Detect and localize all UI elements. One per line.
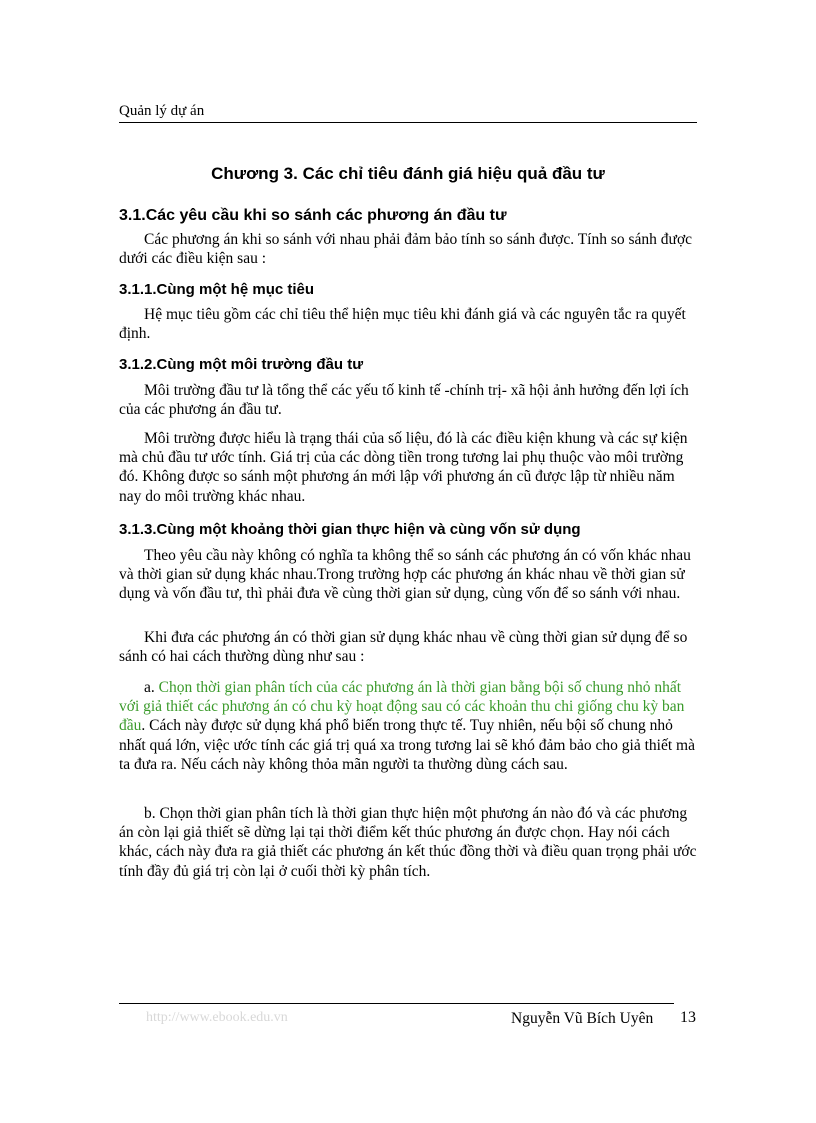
list-item-a-prefix: a.	[144, 679, 159, 696]
chapter-title: Chương 3. Các chỉ tiêu đánh giá hiệu quả đầu tư	[211, 164, 605, 183]
section-3-1-3-paragraph-2: Khi đưa các phương án có thời gian sử dụng khác nhau về cùng thời gian sử dụng để so sánh có hai cách thường dùng như sau :	[119, 629, 688, 666]
section-heading-3-1-2: 3.1.2.Cùng một môi trường đầu tư	[119, 356, 364, 373]
list-item-a-highlight: Chọn thời gian phân tích của các phương án là thời gian bằng bội số chung nhỏ nhất với giả thiết các phương án có chu kỳ hoạt động sau có các khoản thu chi giống chu kỳ ban đầu	[119, 679, 685, 735]
section-heading-3-1-3: 3.1.3.Cùng một khoảng thời gian thực hiện và cùng vốn sử dụng	[119, 521, 581, 538]
section-3-1-3-paragraph-1: Theo yêu cầu này không có nghĩa ta không thể so sánh các phương án có vốn khác nhau và thời gian sử dụng khác nhau.Trong trường hợp các phương án khác nhau về thời gian sử dụng và vốn đầu tư, thì phải đưa về cùng thời gian sử dụng, cùng vốn để so sánh với nhau.	[119, 547, 691, 603]
list-item-b: b. Chọn thời gian phân tích là thời gian thực hiện một phương án nào đó và các phương án còn lại giả thiết sẽ dừng lại tại thời điểm kết thúc phương án được chọn. Hay nói cách khác, cách này đưa ra giả thiết các phương án kết thúc đồng thời và điều quan trọng phải ước tính đầy đủ giá trị còn lại ở cuối thời kỳ phân tích.	[119, 805, 697, 880]
header-title: Quản lý dự án	[119, 103, 205, 119]
section-3-1-2-paragraph-1: Môi trường đầu tư là tổng thể các yếu tố kinh tế -chính trị- xã hội ảnh hưởng đến lợi ích của các phương án đầu tư.	[119, 382, 689, 419]
list-item-a-rest: . Cách này được sử dụng khá phổ biến trong thực tế. Tuy nhiên, nếu bội số chung nhỏ nhất quá lớn, việc ước tính các giá trị quá xa trong tương lai sẽ khó đảm bảo cho giả thiết mà ta đưa ra. Nếu cách này không thỏa mãn người ta thường dùng cách sau.	[119, 717, 695, 773]
section-heading-3-1-1: 3.1.1.Cùng một hệ mục tiêu	[119, 281, 315, 298]
footer-author: Nguyễn Vũ Bích Uyên	[511, 1010, 654, 1027]
page-number: 13	[680, 1009, 696, 1026]
section-3-1-2-paragraph-2: Môi trường được hiểu là trạng thái của số liệu, đó là các điều kiện khung và các sự kiện mà chủ đầu tư ước tính. Giá trị của các dòng tiền trong tương lai phụ thuộc vào môi trường đó. Không được so sánh một phương án mới lập với phương án cũ được lập từ nhiều năm nay do môi trường khác nhau.	[119, 430, 688, 505]
page-header	[119, 102, 697, 123]
footer-divider	[119, 1003, 674, 1004]
section-3-1-paragraph: Các phương án khi so sánh với nhau phải đảm bảo tính so sánh được. Tính so sánh được dưới các điều kiện sau :	[119, 231, 693, 268]
footer-watermark-url: http://www.ebook.edu.vn	[146, 1010, 288, 1025]
list-item-a	[119, 678, 697, 774]
section-heading-3-1: 3.1.Các yêu cầu khi so sánh các phương án đầu tư	[119, 207, 507, 224]
section-3-1-1-paragraph: Hệ mục tiêu gồm các chỉ tiêu thể hiện mục tiêu khi đánh giá và các nguyên tắc ra quyết định.	[119, 306, 686, 343]
